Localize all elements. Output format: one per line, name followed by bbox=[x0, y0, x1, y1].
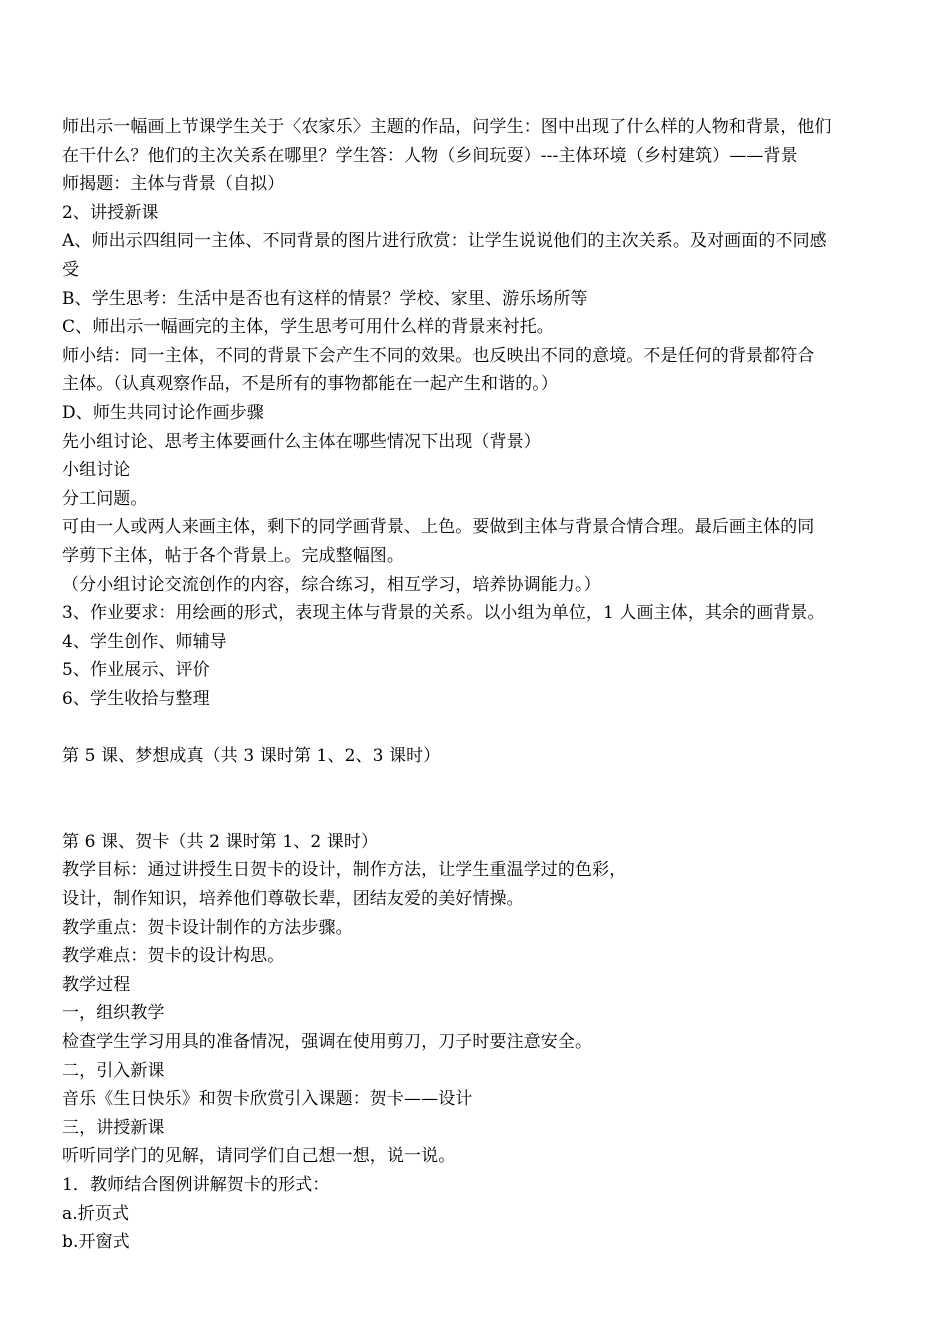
text-line: 分工问题。 bbox=[62, 488, 148, 509]
text-line: 二，引入新课 bbox=[62, 1060, 165, 1081]
text-line: 在干什么？他们的主次关系在哪里？学生答：人物（乡间玩耍）---主体环境（乡村建筑）——背景 bbox=[62, 145, 798, 166]
text-line: 教学重点：贺卡设计制作的方法步骤。 bbox=[62, 917, 353, 938]
text-line: 检查学生学习用具的准备情况，强调在使用剪刀，刀子时要注意安全。 bbox=[62, 1032, 593, 1052]
text-line: B、学生思考：生活中是否也有这样的情景？学校、家里、游乐场所等 bbox=[62, 288, 588, 309]
text-line: （分小组讨论交流创作的内容，综合练习，相互学习，培养协调能力。） bbox=[62, 574, 601, 595]
text-line: 一，组织教学 bbox=[62, 1003, 165, 1024]
text-line: 3、作业要求：用绘画的形式，表现主体与背景的关系。以小组为单位，1 人画主体，其余的画背景。 bbox=[62, 603, 825, 624]
text-line: 先小组讨论、思考主体要画什么主体在哪些情况下出现（背景） bbox=[62, 431, 541, 452]
text-line: a.折页式 bbox=[62, 1203, 130, 1224]
text-line: C、师出示一幅画完的主体，学生思考可用什么样的背景来衬托。 bbox=[62, 317, 554, 338]
text-line: 教学过程 bbox=[62, 974, 131, 995]
text-line: 2、讲授新课 bbox=[62, 202, 159, 223]
section-a bbox=[62, 113, 890, 713]
text-line: 师小结：同一主体，不同的背景下会产生不同的效果。也反映出不同的意境。不是任何的背景都符合 bbox=[62, 345, 815, 366]
text-line: 5、作业展示、评价 bbox=[62, 660, 210, 681]
text-line: 教学目标：通过讲授生日贺卡的设计，制作方法，让学生重温学过的色彩， bbox=[62, 860, 627, 881]
text-line: D、师生共同讨论作画步骤 bbox=[62, 402, 264, 423]
text-line: 师揭题：主体与背景（自拟） bbox=[62, 174, 285, 195]
text-line: b.开窗式 bbox=[62, 1232, 130, 1253]
text-line: 受 bbox=[62, 259, 80, 280]
text-line: 设计，制作知识，培养他们尊敬长辈，团结友爱的美好情操。 bbox=[62, 889, 524, 910]
section-b bbox=[62, 828, 890, 1257]
document-page bbox=[62, 113, 890, 1257]
lesson-6-heading: 第 6 课、贺卡（共 2 课时第 1、2 课时） bbox=[62, 831, 379, 852]
text-line: A、师出示四组同一主体、不同背景的图片进行欣赏：让学生说说他们的主次关系。及对画面的不同感 bbox=[62, 231, 827, 252]
text-line: 6、学生收拾与整理 bbox=[62, 688, 210, 709]
blank-line bbox=[62, 713, 890, 742]
text-line: 听听同学门的见解，请同学们自己想一想，说一说。 bbox=[62, 1146, 456, 1167]
text-line: 主体。（认真观察作品，不是所有的事物都能在一起产生和谐的。） bbox=[62, 374, 558, 395]
text-line: 小组讨论 bbox=[62, 460, 131, 481]
text-line: 师出示一幅画上节课学生关于〈农家乐〉主题的作品，问学生：图中出现了什么样的人物和背景，他们 bbox=[62, 117, 832, 137]
text-line: 学剪下主体，帖于各个背景上。完成整幅图。 bbox=[62, 545, 404, 566]
text-line: 4、学生创作、师辅导 bbox=[62, 631, 227, 652]
text-line: 三，讲授新课 bbox=[62, 1117, 165, 1138]
text-line: 教学难点：贺卡的设计构思。 bbox=[62, 946, 285, 967]
text-line: 可由一人或两人来画主体，剩下的同学画背景、上色。要做到主体与背景合情合理。最后画主体的同 bbox=[62, 517, 815, 538]
text-line: 音乐《生日快乐》和贺卡欣赏引入课题：贺卡——设计 bbox=[62, 1089, 473, 1110]
blank-lines bbox=[62, 771, 890, 828]
text-line: 1．教师结合图例讲解贺卡的形式： bbox=[62, 1174, 330, 1195]
lesson-5-heading: 第 5 课、梦想成真（共 3 课时第 1、2、3 课时） bbox=[62, 746, 441, 767]
